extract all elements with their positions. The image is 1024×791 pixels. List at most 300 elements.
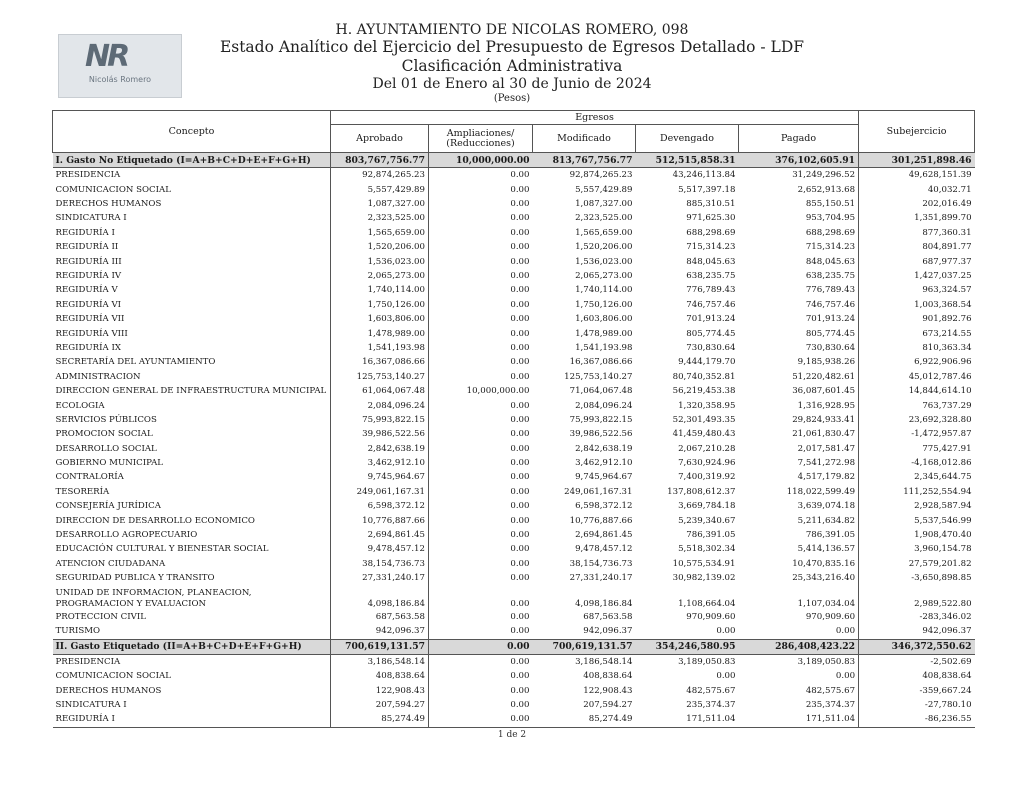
cell-modified: 92,874,265.23 (569, 170, 633, 181)
cell-accrued: 5,239,340.67 (678, 515, 736, 526)
cell-modified: 27,331,240.17 (569, 573, 633, 584)
report-period: Del 01 de Enero al 30 de Junio de 2024 (372, 76, 652, 92)
cell-approved: 125,753,140.27 (331, 370, 429, 384)
cell-expansions: 0.00 (510, 515, 530, 526)
cell-accrued: 1,320,358.95 (678, 400, 736, 411)
cell-unexercised: 27,579,201.82 (908, 558, 972, 569)
cell-modified: 122,908.43 (583, 685, 633, 696)
cell-accrued: 30,982,139.02 (672, 573, 736, 584)
cell-accrued: 0.00 (716, 626, 736, 636)
cell-modified: 85,274.49 (533, 712, 636, 727)
cell-concept: SEGURIDAD PUBLICA Y TRANSITO (55, 573, 215, 584)
cell-unexercised: 49,628,151.39 (908, 170, 972, 181)
cell-accrued: 776,789.43 (686, 285, 736, 296)
cell-concept: UNIDAD DE INFORMACION, PLANEACION, PROGRAMACION Y EVALUACION (55, 588, 252, 609)
cell-expansions: 0.00 (510, 199, 530, 210)
table-row (53, 312, 975, 326)
table-body (53, 153, 975, 728)
col-expansions (429, 125, 533, 153)
cell-approved: 249,061,167.31 (331, 485, 429, 499)
cell-concept: REGIDURÍA IV (55, 271, 122, 282)
cell-concept: PROMOCION SOCIAL (55, 429, 153, 440)
cell-concept: DIRECCION GENERAL DE INFRAESTRUCTURA MUNICIPAL (55, 386, 327, 397)
cell-expansions: 0.00 (510, 558, 530, 569)
cell-unexercised: 23,692,328.80 (908, 414, 972, 425)
cell-approved: 16,367,086.66 (331, 355, 429, 369)
cell-paid: 0.00 (739, 624, 859, 639)
cell-approved: 2,842,638.19 (331, 442, 429, 456)
cell-concept: REGIDURÍA II (55, 242, 119, 253)
cell-concept: REGIDURÍA III (55, 256, 122, 267)
cell-modified: 9,745,964.67 (575, 472, 633, 483)
cell-paid: 31,249,296.52 (739, 168, 859, 183)
cell-accrued: 701,913.24 (686, 314, 736, 325)
table-row (53, 586, 975, 610)
cell-modified: 207,594.27 (583, 699, 633, 710)
cell-expansions: 0.00 (510, 357, 530, 368)
cell-accrued: 7,630,924.96 (678, 458, 736, 469)
cell-unexercised: 687,977.37 (922, 256, 972, 267)
cell-approved: 2,694,861.45 (331, 528, 429, 542)
cell-expansions: 0.00 (510, 626, 530, 636)
table-row (53, 226, 975, 240)
cell-unexercised: 1,351,899.70 (914, 213, 972, 224)
cell-expansions: 0.00 (510, 414, 530, 425)
table-row (53, 471, 975, 485)
cell-expansions: 0.00 (510, 656, 530, 667)
cell-unexercised: -2,502.69 (930, 656, 972, 667)
cell-modified: 1,565,659.00 (575, 227, 633, 238)
col-approved: Aprobado (331, 125, 429, 153)
table-row (53, 327, 975, 341)
cell-expansions: 0.00 (510, 256, 530, 267)
table-row (53, 197, 975, 211)
cell-accrued: 10,575,534.91 (672, 558, 736, 569)
cell-unexercised: 2,928,587.94 (914, 501, 972, 512)
cell-expansions: 0.00 (510, 342, 530, 353)
cell-expansions: 0.00 (510, 486, 530, 497)
logo-mark: NR (85, 39, 128, 74)
cell-unexercised: 804,891.77 (922, 242, 972, 253)
table-row (53, 654, 975, 669)
col-expansions-line2: (Reducciones) (446, 137, 515, 149)
cell-modified: 942,096.37 (583, 626, 633, 636)
cell-concept: ECOLOGIA (55, 400, 105, 411)
cell-concept: CONTRALORÍA (55, 472, 124, 483)
table-row (53, 384, 975, 398)
cell-modified: 16,367,086.66 (569, 357, 633, 368)
cell-expansions: 0.00 (510, 227, 530, 238)
cell-approved: 9,478,457.12 (331, 543, 429, 557)
cell-unexercised: 1,427,037.25 (914, 271, 972, 282)
cell-concept: DESARROLLO AGROPECUARIO (55, 530, 198, 541)
cell-unexercised: 14,844,614.10 (908, 386, 972, 397)
cell-expansions: 0.00 (429, 712, 533, 727)
cell-accrued: 9,444,179.70 (678, 357, 736, 368)
cell-unexercised: 810,363.34 (922, 342, 972, 353)
cell-modified: 10,776,887.66 (569, 515, 633, 526)
cell-approved: 4,098,186.84 (331, 586, 429, 610)
cell-paid: 2,652,913.68 (739, 183, 859, 197)
cell-approved: 1,541,193.98 (331, 341, 429, 355)
total-row (53, 639, 975, 654)
cell-approved: 10,776,887.66 (331, 514, 429, 528)
cell-paid: 3,639,074.18 (739, 499, 859, 513)
col-accrued: Devengado (636, 125, 739, 153)
cell-concept: ATENCION CIUDADANA (55, 558, 166, 569)
report-subtitle: Clasificación Administrativa (401, 57, 623, 75)
table-row (53, 557, 975, 571)
cell-paid: 118,022,599.49 (739, 485, 859, 499)
cell-concept: REGIDURÍA VI (55, 299, 122, 310)
table-row (53, 399, 975, 413)
cell-unexercised: 6,922,906.96 (914, 357, 972, 368)
cell-unexercised: 775,427.91 (922, 443, 972, 454)
cell-expansions: 0.00 (510, 598, 530, 609)
col-group-egresos: Egresos (331, 111, 859, 125)
cell-concept: PRESIDENCIA (55, 656, 121, 667)
cell-concept: PRESIDENCIA (55, 170, 121, 181)
table-row (53, 240, 975, 254)
cell-approved: 1,565,659.00 (331, 226, 429, 240)
cell-paid: 0.00 (739, 669, 859, 683)
cell-paid: 805,774.45 (739, 327, 859, 341)
cell-paid: 21,061,830.47 (739, 427, 859, 441)
cell-expansions: 0.00 (510, 611, 530, 622)
cell-concept: GOBIERNO MUNICIPAL (55, 458, 163, 469)
cell-approved: 38,154,736.73 (331, 557, 429, 571)
cell-modified: 39,986,522.56 (569, 429, 633, 440)
cell-accrued: 805,774.45 (686, 328, 736, 339)
table-row (53, 698, 975, 712)
cell-paid: 376,102,605.91 (739, 153, 859, 168)
cell-paid: 715,314.23 (739, 240, 859, 254)
cell-modified: 408,838.64 (583, 671, 633, 682)
cell-approved: 1,740,114.00 (331, 284, 429, 298)
cell-approved: 6,598,372.12 (331, 499, 429, 513)
cell-paid: 235,374.37 (739, 698, 859, 712)
cell-paid: 51,220,482.61 (739, 370, 859, 384)
cell-approved: 803,767,756.77 (331, 153, 429, 168)
cell-modified: 2,065,273.00 (575, 271, 633, 282)
cell-paid: 730,830.64 (739, 341, 859, 355)
col-paid: Pagado (739, 125, 859, 153)
cell-approved: 5,557,429.89 (331, 183, 429, 197)
cell-accrued: 786,391.05 (686, 530, 736, 541)
cell-unexercised: 40,032.71 (927, 184, 972, 195)
cell-modified: 71,064,067.48 (569, 386, 633, 397)
table-row (53, 255, 975, 269)
cell-accrued: 0.00 (716, 671, 736, 682)
cell-concept: DESARROLLO SOCIAL (55, 443, 157, 454)
table-row (53, 355, 975, 369)
cell-paid: 29,824,933.41 (739, 413, 859, 427)
cell-paid: 36,087,601.45 (739, 384, 859, 398)
cell-concept: DERECHOS HUMANOS (55, 199, 162, 210)
cell-unexercised: 1,908,470.40 (914, 530, 972, 541)
cell-unexercised: 877,360.31 (922, 227, 972, 238)
table-row (53, 413, 975, 427)
cell-accrued: 43,246,113.84 (672, 170, 736, 181)
cell-accrued: 3,189,050.83 (678, 656, 736, 667)
cell-approved: 2,323,525.00 (331, 212, 429, 226)
cell-paid: 701,913.24 (739, 312, 859, 326)
cell-unexercised: -4,168,012.86 (911, 458, 972, 469)
cell-approved: 1,087,327.00 (331, 197, 429, 211)
cell-expansions: 0.00 (510, 400, 530, 411)
cell-accrued: 80,740,352.81 (672, 371, 736, 382)
cell-approved: 1,750,126.00 (331, 298, 429, 312)
cell-modified: 700,619,131.57 (533, 639, 636, 654)
cell-expansions: 0.00 (510, 530, 530, 541)
cell-concept: II. Gasto Etiquetado (II=A+B+C+D+E+F+G+H) (53, 639, 331, 654)
cell-accrued: 52,301,493.35 (672, 414, 736, 425)
cell-concept: I. Gasto No Etiquetado (I=A+B+C+D+E+F+G+H) (53, 153, 331, 168)
cell-paid: 9,185,938.26 (739, 355, 859, 369)
table-row (53, 485, 975, 499)
cell-accrued: 3,669,784.18 (678, 501, 736, 512)
cell-unexercised: 5,537,546.99 (914, 515, 972, 526)
cell-unexercised: 202,016.49 (922, 199, 972, 210)
cell-expansions: 0.00 (510, 443, 530, 454)
cell-paid: 776,789.43 (739, 284, 859, 298)
cell-expansions: 0.00 (510, 573, 530, 584)
cell-approved: 700,619,131.57 (331, 639, 429, 654)
cell-approved: 408,838.64 (331, 669, 429, 683)
cell-accrued: 715,314.23 (686, 242, 736, 253)
cell-modified: 813,767,756.77 (533, 153, 636, 168)
cell-accrued: 56,219,453.38 (672, 386, 736, 397)
cell-modified: 38,154,736.73 (569, 558, 633, 569)
entity-name: H. AYUNTAMIENTO DE NICOLAS ROMERO, 098 (335, 22, 689, 38)
cell-concept: TESORERÍA (55, 486, 110, 497)
cell-approved: 687,563.58 (331, 610, 429, 624)
logo-text: Nicolás Romero (88, 75, 152, 84)
cell-concept: ADMINISTRACION (55, 371, 141, 382)
cell-approved: 75,993,822.15 (331, 413, 429, 427)
table-row (53, 284, 975, 298)
cell-concept: REGIDURÍA I (53, 712, 331, 727)
table-row (53, 298, 975, 312)
cell-accrued: 2,067,210.28 (678, 443, 736, 454)
cell-approved: 85,274.49 (331, 712, 429, 727)
cell-expansions: 0.00 (510, 458, 530, 469)
cell-approved: 9,745,964.67 (331, 471, 429, 485)
cell-concept: REGIDURÍA VIII (55, 328, 128, 339)
cell-modified: 1,541,193.98 (575, 342, 633, 353)
cell-expansions: 0.00 (510, 429, 530, 440)
cell-approved: 3,462,912.10 (331, 456, 429, 470)
cell-approved: 3,186,548.14 (331, 654, 429, 669)
cell-paid: 855,150.51 (739, 197, 859, 211)
cell-paid: 2,017,581.47 (739, 442, 859, 456)
cell-modified: 75,993,822.15 (569, 414, 633, 425)
cell-modified: 2,842,638.19 (575, 443, 633, 454)
cell-expansions: 0.00 (510, 671, 530, 682)
table-row (53, 427, 975, 441)
table-row (53, 442, 975, 456)
cell-concept: DERECHOS HUMANOS (55, 685, 162, 696)
cell-accrued: 354,246,580.95 (636, 639, 739, 654)
cell-concept: REGIDURÍA I (55, 227, 115, 238)
cell-unexercised: 301,251,898.46 (859, 153, 975, 168)
cell-concept: COMUNICACION SOCIAL (55, 184, 171, 195)
col-concept: Concepto (53, 111, 331, 153)
cell-accrued: 41,459,480.43 (672, 429, 736, 440)
cell-modified: 9,478,457.12 (575, 544, 633, 555)
cell-expansions: 0.00 (510, 184, 530, 195)
cell-modified: 1,087,327.00 (575, 199, 633, 210)
page-number: 1 de 2 (497, 730, 527, 740)
cell-unexercised: 1,003,368.54 (914, 299, 972, 310)
cell-approved: 2,084,096.24 (331, 399, 429, 413)
cell-accrued: 688,298.69 (686, 227, 736, 238)
cell-paid: 7,541,272.98 (739, 456, 859, 470)
table-row (53, 183, 975, 197)
cell-concept: REGIDURÍA VII (55, 314, 125, 325)
table-row (53, 499, 975, 513)
table-row (53, 168, 975, 183)
cell-paid: 848,045.63 (739, 255, 859, 269)
cell-expansions: 10,000,000.00 (466, 386, 530, 397)
cell-approved: 1,520,206.00 (331, 240, 429, 254)
cell-paid: 482,575.67 (739, 684, 859, 698)
cell-paid: 970,909.60 (739, 610, 859, 624)
cell-unexercised: -283,346.02 (919, 611, 972, 622)
cell-unexercised: -3,650,898.85 (911, 573, 972, 584)
cell-unexercised: 111,252,554.94 (903, 486, 972, 497)
cell-approved: 61,064,067.48 (331, 384, 429, 398)
table-row (53, 624, 975, 639)
cell-paid: 5,211,634.82 (739, 514, 859, 528)
cell-expansions: 0.00 (510, 213, 530, 224)
cell-modified: 4,098,186.84 (575, 598, 633, 609)
cell-accrued: 970,909.60 (686, 611, 736, 622)
col-modified: Modificado (533, 125, 636, 153)
cell-paid: 688,298.69 (739, 226, 859, 240)
cell-expansions: 0.00 (510, 699, 530, 710)
cell-expansions: 0.00 (510, 170, 530, 181)
cell-approved: 1,603,806.00 (331, 312, 429, 326)
cell-modified: 1,520,206.00 (575, 242, 633, 253)
cell-approved: 92,874,265.23 (331, 168, 429, 183)
cell-approved: 2,065,273.00 (331, 269, 429, 283)
cell-unexercised: -359,667.24 (919, 685, 972, 696)
cell-paid: 953,704.95 (739, 212, 859, 226)
cell-modified: 2,084,096.24 (575, 400, 633, 411)
cell-expansions: 0.00 (510, 271, 530, 282)
cell-unexercised: 2,345,644.75 (914, 472, 972, 483)
cell-modified: 1,750,126.00 (575, 299, 633, 310)
cell-modified: 3,186,548.14 (575, 656, 633, 667)
cell-modified: 249,061,167.31 (564, 486, 633, 497)
cell-concept: CONSEJERÍA JURÍDICA (55, 501, 161, 512)
cell-paid: 1,316,928.95 (739, 399, 859, 413)
table-row (53, 543, 975, 557)
cell-modified: 687,563.58 (583, 611, 633, 622)
cell-paid: 286,408,423.22 (739, 639, 859, 654)
cell-paid: 746,757.46 (739, 298, 859, 312)
cell-accrued: 235,374.37 (686, 699, 736, 710)
cell-concept: COMUNICACION SOCIAL (55, 671, 171, 682)
cell-approved: 27,331,240.17 (331, 571, 429, 585)
cell-unexercised: 346,372,550.62 (859, 639, 975, 654)
cell-expansions: 0.00 (510, 371, 530, 382)
table-row (53, 514, 975, 528)
table-row (53, 212, 975, 226)
cell-modified: 1,536,023.00 (575, 256, 633, 267)
cell-approved: 122,908.43 (331, 684, 429, 698)
cell-unexercised: 3,960,154.78 (914, 544, 972, 555)
cell-unexercised: 45,012,787.46 (908, 371, 972, 382)
cell-accrued: 848,045.63 (686, 256, 736, 267)
cell-expansions: 0.00 (510, 328, 530, 339)
cell-approved: 1,536,023.00 (331, 255, 429, 269)
cell-paid: 25,343,216.40 (739, 571, 859, 585)
cell-paid: 786,391.05 (739, 528, 859, 542)
cell-expansions: 0.00 (429, 639, 533, 654)
cell-expansions: 0.00 (510, 285, 530, 296)
cell-concept: SINDICATURA I (55, 699, 127, 710)
cell-modified: 3,462,912.10 (575, 458, 633, 469)
cell-expansions: 0.00 (510, 472, 530, 483)
cell-paid: 5,414,136.57 (739, 543, 859, 557)
cell-accrued: 730,830.64 (686, 342, 736, 353)
cell-accrued: 971,625.30 (686, 213, 736, 224)
cell-concept: TURISMO (55, 626, 101, 636)
cell-modified: 1,478,989.00 (575, 328, 633, 339)
cell-approved: 942,096.37 (331, 624, 429, 639)
cell-expansions: 0.00 (510, 501, 530, 512)
cell-accrued: 5,517,397.18 (678, 184, 736, 195)
cell-accrued: 5,518,302.34 (678, 544, 736, 555)
cell-unexercised: 963,324.57 (922, 285, 972, 296)
report-title: Estado Analítico del Ejercicio del Presupuesto de Egresos Detallado - LDF (219, 38, 805, 56)
cell-concept: DIRECCION DE DESARROLLO ECONOMICO (55, 515, 255, 526)
cell-modified: 2,694,861.45 (575, 530, 633, 541)
table-row (53, 341, 975, 355)
table-row (53, 269, 975, 283)
cell-modified: 2,323,525.00 (575, 213, 633, 224)
cell-approved: 1,478,989.00 (331, 327, 429, 341)
cell-expansions: 0.00 (510, 242, 530, 253)
cell-accrued: 512,515,858.31 (636, 153, 739, 168)
cell-concept: SECRETARÍA DEL AYUNTAMIENTO (55, 357, 216, 368)
cell-paid: 171,511.04 (739, 712, 859, 727)
cell-unexercised: -86,236.55 (859, 712, 975, 727)
table-row (53, 370, 975, 384)
table-row (53, 712, 975, 727)
cell-accrued: 482,575.67 (686, 685, 736, 696)
col-unexercised: Subejercicio (859, 111, 975, 153)
cell-paid: 638,235.75 (739, 269, 859, 283)
cell-unexercised: -1,472,957.87 (911, 429, 972, 440)
cell-expansions: 0.00 (510, 299, 530, 310)
cell-accrued: 746,757.46 (686, 299, 736, 310)
cell-unexercised: 408,838.64 (922, 671, 972, 682)
cell-concept: SERVICIOS PÚBLICOS (55, 414, 157, 425)
cell-modified: 6,598,372.12 (575, 501, 633, 512)
cell-paid: 10,470,835.16 (739, 557, 859, 571)
cell-modified: 1,603,806.00 (575, 314, 633, 325)
cell-paid: 1,107,034.04 (739, 586, 859, 610)
cell-expansions: 0.00 (510, 685, 530, 696)
cell-modified: 125,753,140.27 (564, 371, 633, 382)
cell-accrued: 638,235.75 (686, 271, 736, 282)
cell-concept: REGIDURÍA IX (55, 342, 121, 353)
cell-modified: 1,740,114.00 (575, 285, 633, 296)
cell-accrued: 171,511.04 (636, 712, 739, 727)
